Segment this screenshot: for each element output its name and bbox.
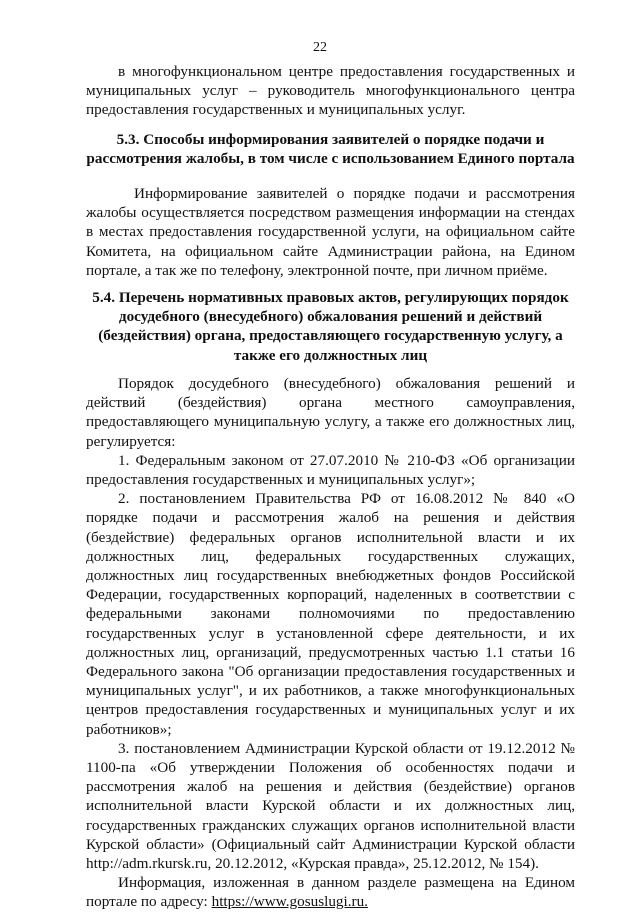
gosuslugi-link[interactable]: https://www.gosuslugi.ru. (211, 893, 368, 911)
section-5-4-lead: Порядок досудебного (внесудебного) обжалования решений и действий (бездействия) органа местного самоуправления, предоставляющего муниципальную услугу, а также его должностных лиц, регулируется: (86, 375, 575, 450)
section-5-3-body: Информирование заявителей о порядке подачи и рассмотрения жалобы осуществляется посредством размещения информации на стендах в местах предоставления государственной услуги, на официальном сайте Комитета, на официальном сайте Администрации района, на Едином портале, а так же по телефону, электронной почте, при личном приёме. (86, 185, 575, 279)
intro-paragraph-block (86, 62, 575, 120)
legal-act-item-1: 1. Федеральным законом от 27.07.2010 № 210-ФЗ «Об организации предоставления государственных и муниципальных услуг»; (86, 451, 575, 489)
section-5-3-heading: 5.3. Способы информирования заявителей о порядке подачи и рассмотрения жалобы, в том числе с использованием Единого портала (86, 131, 575, 168)
section-5-4-heading: 5.4. Перечень нормативных правовых актов, регулирующих порядок досудебного (внесудебного) обжалования решений и действий (бездействия) органа, предоставляющего государственную услугу, а также его должностных лиц (92, 289, 569, 364)
closing-paragraph (86, 873, 575, 911)
intro-paragraph: в многофункциональном центре предоставления государственных и муниципальных услуг – руководитель многофункционального центра предоставления государственных и муниципальных услуг. (86, 63, 575, 119)
closing-text: Информация, изложенная в данном разделе размещена на Едином портале по адресу: (86, 874, 575, 911)
section-5-4-body-block (86, 374, 575, 912)
legal-act-item-3: 3. постановлением Администрации Курской области от 19.12.2012 № 1100-па «Об утверждении Положения об особенностях подачи и рассмотрения жалоб на решения и действия (бездействие) органов исполнительной власти Курской области и их должностных лиц, государственных гражданских служащих органов исполнительной власти Курской области» (Официальный сайт Администрации Курской области http://adm.rkursk.ru, 20.12.2012, «Курская правда», 25.12.2012, № 154). (86, 739, 575, 873)
section-5-3-body-block (86, 184, 575, 280)
legal-act-item-2: 2. постановлением Правительства РФ от 16.08.2012 № 840 «О порядке подачи и рассмотрения жалоб на решения и действия (бездействие) федеральных органов исполнительной власти и их должностных лиц, федеральных государственных служащих, должностных лиц государственных внебюджетных фондов Российской Федерации, государственных корпораций, наделенных в соответствии с федеральными законами полномочиями по предоставлению государственных услуг в установленной сфере деятельности, и их должностных лиц, организаций, предусмотренных частью 1.1 статьи 16 Федерального закона "Об организации предоставления государственных и муниципальных услуг", и их работников, а также многофункциональных центров предоставления государственных и муниципальных услуг и их работников»; (86, 490, 575, 738)
page-number: 22 (313, 40, 327, 55)
